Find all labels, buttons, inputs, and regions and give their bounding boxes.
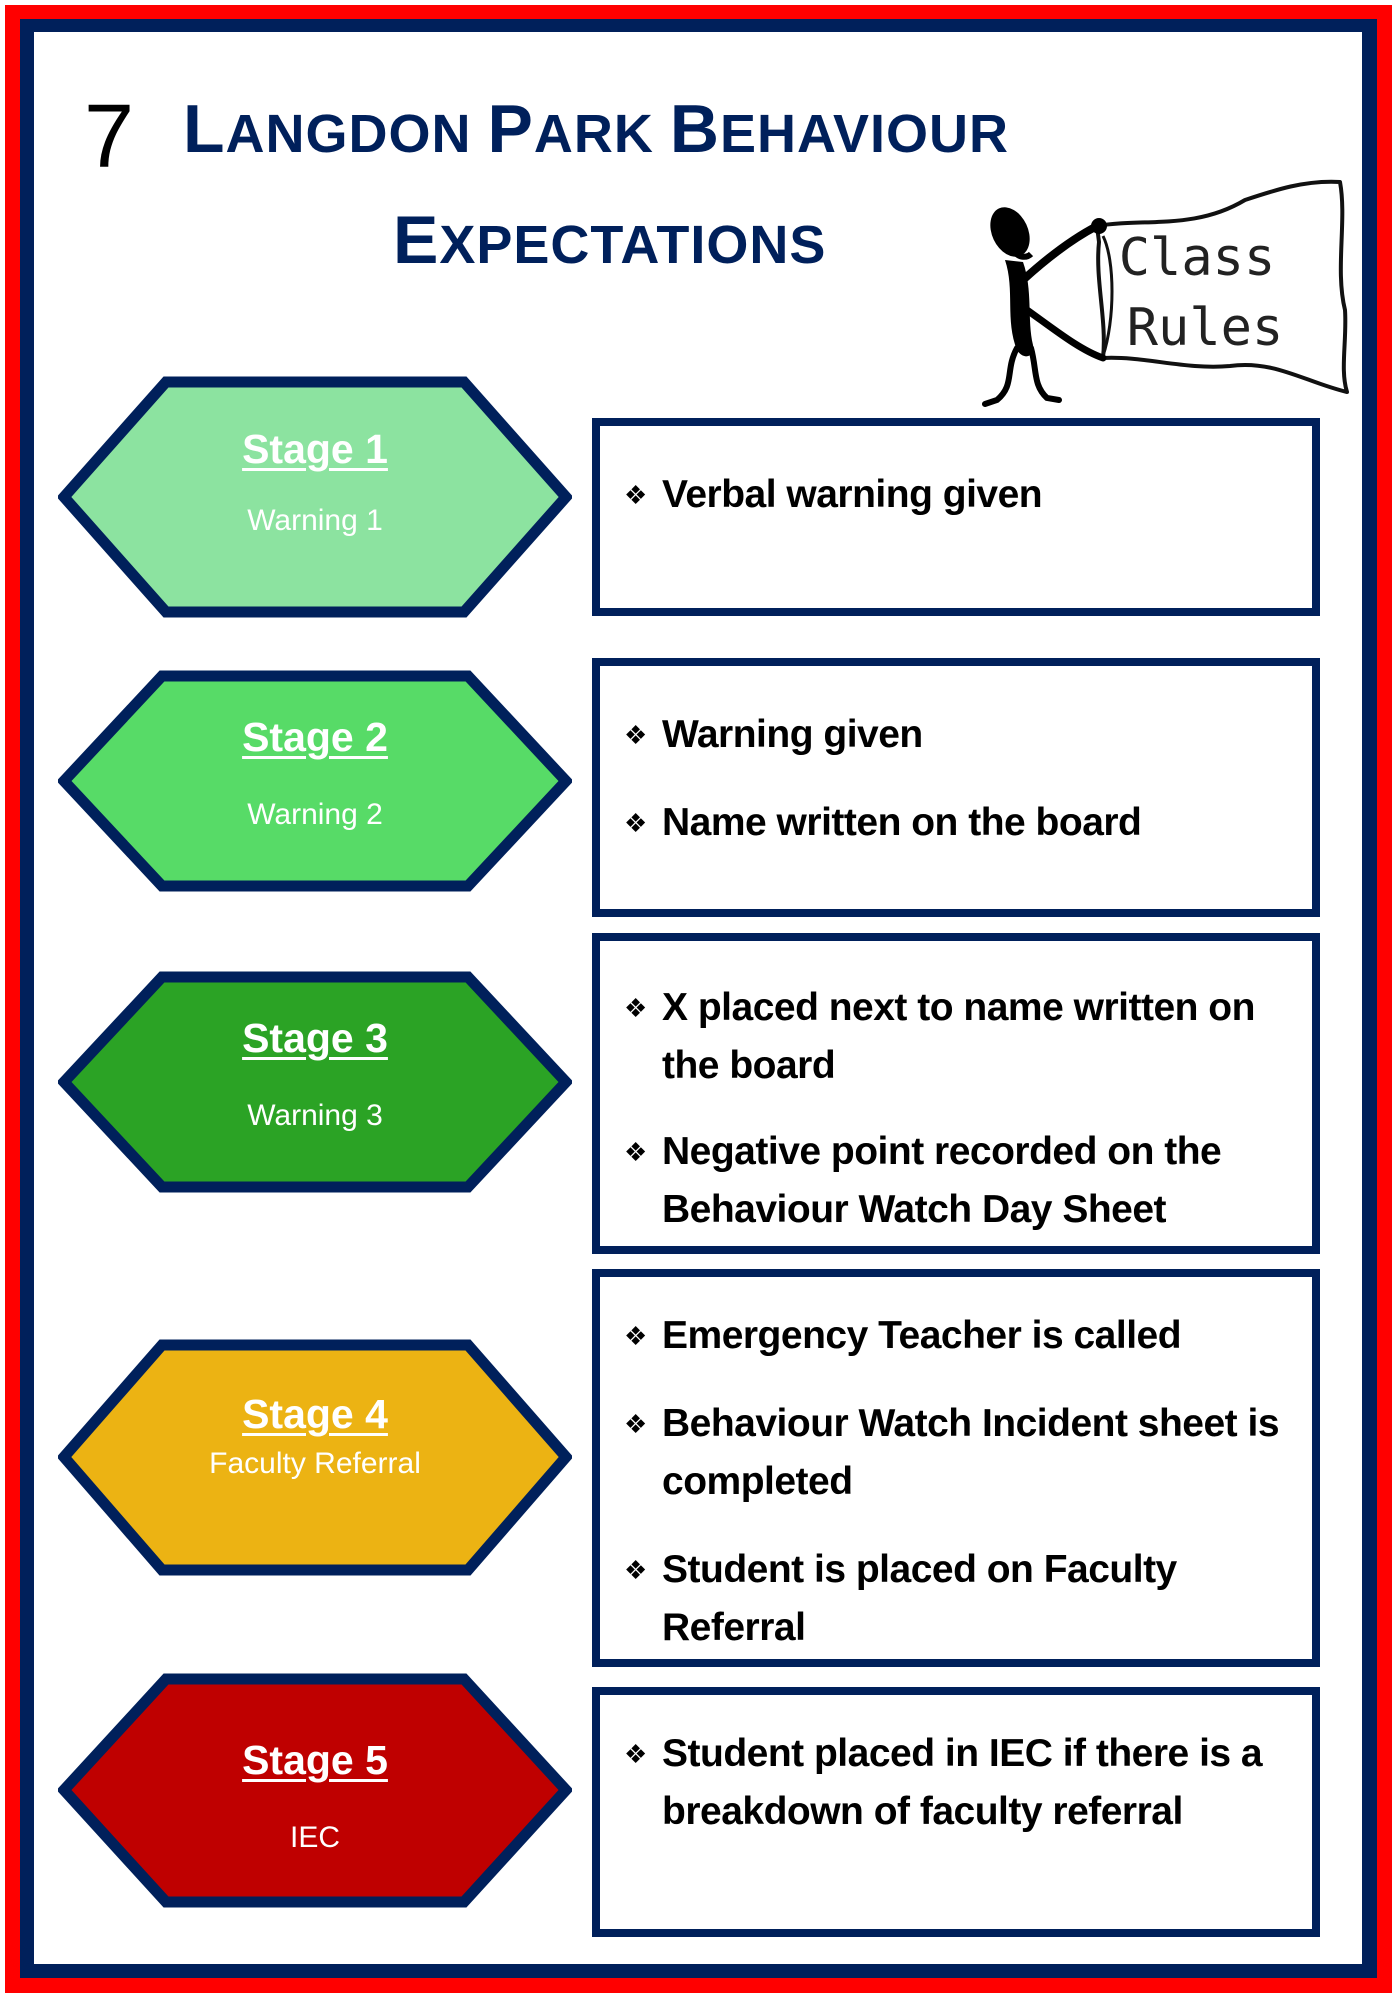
stage-2-hexagon xyxy=(58,670,572,892)
svg-text:Rules: Rules xyxy=(1126,298,1284,358)
svg-text:Class: Class xyxy=(1118,228,1276,288)
diamond-bullet-icon: ❖ xyxy=(624,480,647,510)
action-item: ❖ Student placed in IEC if there is a breakdown of faculty referral xyxy=(624,1725,1302,1841)
stage-subtitle: Warning 3 xyxy=(247,1099,383,1132)
title-rest: ARK xyxy=(533,104,670,164)
diamond-bullet-icon: ❖ xyxy=(624,1409,647,1439)
hexagon-shape-icon xyxy=(58,376,572,618)
page-title-line-2 xyxy=(393,202,827,294)
title-rest: ANGDON xyxy=(225,104,488,164)
stage-label: Stage 3 xyxy=(242,1015,388,1061)
title-rest: EHAVIOUR xyxy=(720,104,1010,164)
stage-1-hexagon xyxy=(58,376,572,618)
stage-4-actions-box xyxy=(592,1269,1320,1667)
stage-5-actions-box xyxy=(592,1687,1320,1937)
stick-figure-with-banner-icon xyxy=(975,160,1355,410)
stage-5-hexagon xyxy=(58,1673,572,1908)
stage-2-actions-box xyxy=(592,658,1320,917)
action-item: ❖ Negative point recorded on the Behaviour Watch Day Sheet xyxy=(624,1123,1302,1239)
diamond-bullet-icon: ❖ xyxy=(624,720,647,750)
page-number: 7 xyxy=(84,87,135,187)
action-item: ❖ Name written on the board xyxy=(624,794,1302,852)
hexagon-shape-icon xyxy=(58,971,572,1193)
page-title-line-1 xyxy=(183,91,1010,183)
hexagon-shape-icon xyxy=(58,1673,572,1908)
stage-subtitle: Faculty Referral xyxy=(209,1447,421,1480)
stage-1-actions-box xyxy=(592,418,1320,616)
action-item: ❖ Behaviour Watch Incident sheet is completed xyxy=(624,1395,1302,1511)
diamond-bullet-icon: ❖ xyxy=(624,1739,647,1769)
class-rules-mascot-image xyxy=(975,160,1355,410)
stage-3-actions-box xyxy=(592,933,1320,1254)
stage-subtitle: Warning 2 xyxy=(247,798,383,831)
stage-3-hexagon xyxy=(58,971,572,1193)
title-initial: L xyxy=(183,91,226,167)
action-item: ❖ Emergency Teacher is called xyxy=(624,1307,1302,1365)
action-item: ❖ Warning given xyxy=(624,706,1302,764)
stage-subtitle: Warning 1 xyxy=(247,504,383,537)
hexagon-shape-icon xyxy=(58,670,572,892)
diamond-bullet-icon: ❖ xyxy=(624,808,647,838)
title-rest: XPECTATIONS xyxy=(439,215,827,275)
title-initial: P xyxy=(487,91,534,167)
action-item: ❖ X placed next to name written on the board xyxy=(624,979,1302,1095)
diamond-bullet-icon: ❖ xyxy=(624,1137,647,1167)
stage-label: Stage 5 xyxy=(242,1737,388,1783)
action-item: ❖ Verbal warning given xyxy=(624,466,1302,524)
diamond-bullet-icon: ❖ xyxy=(624,1555,647,1585)
stage-subtitle: IEC xyxy=(289,1821,340,1854)
diamond-bullet-icon: ❖ xyxy=(624,1321,647,1351)
stage-label: Stage 4 xyxy=(242,1391,388,1437)
title-initial: B xyxy=(669,91,721,167)
stage-4-hexagon xyxy=(58,1339,572,1576)
stage-label: Stage 2 xyxy=(242,714,388,760)
diamond-bullet-icon: ❖ xyxy=(624,993,647,1023)
title-initial: E xyxy=(393,202,440,278)
action-item: ❖ Student is placed on Faculty Referral xyxy=(624,1541,1302,1657)
stage-label: Stage 1 xyxy=(242,426,388,472)
